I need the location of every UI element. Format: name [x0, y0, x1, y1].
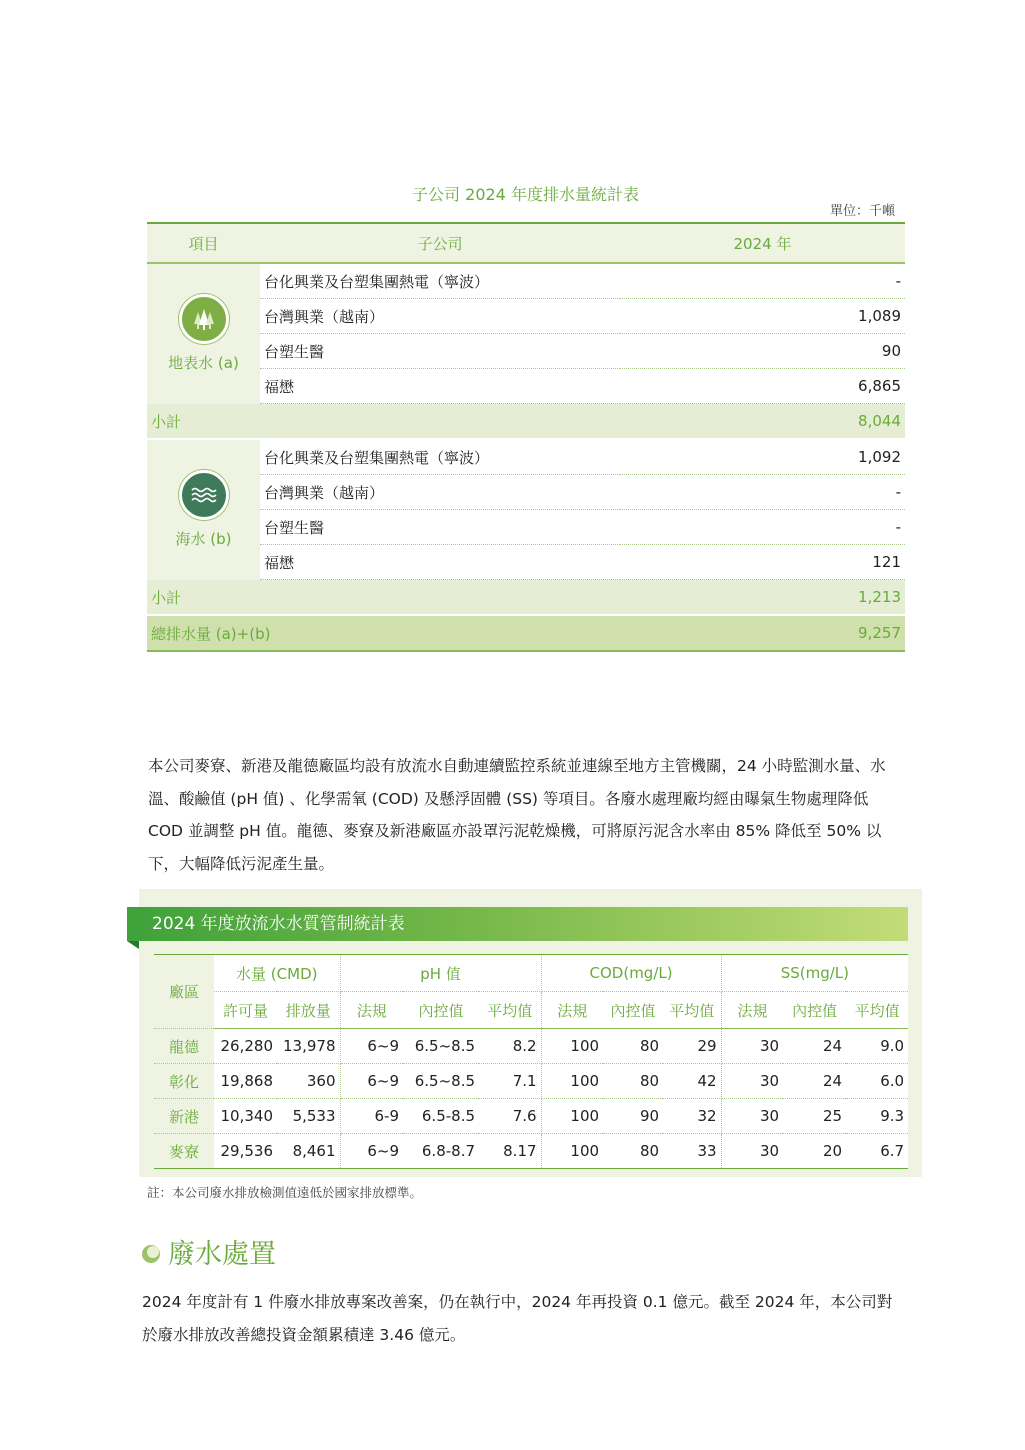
- site-name: 龍德: [154, 1029, 214, 1064]
- cell: 6.7: [846, 1134, 908, 1169]
- cell: 90: [603, 1099, 663, 1134]
- discharge-value: 90: [620, 334, 905, 369]
- discharge-value: -: [620, 263, 905, 299]
- monitoring-paragraph: 本公司麥寮、新港及龍德廠區均設有放流水自動連續監控系統並連線至地方主管機關，24 小時監測水量、水溫、酸鹼值 (pH 值) 、化學需氧 (COD) 及懸浮固體 (SS) 等項目。各廢水處理廠均經由曝氣生物處理降低 COD 並調整 pH 值。龍德、麥寮及新港廠區亦設罩污泥乾燥機，可將原污泥含水率由 85% 降低至 50% 以下，大幅降低污泥產生量。: [148, 757, 886, 873]
- total-value: 9,257: [620, 615, 905, 651]
- header-internal-limit: 內控值: [603, 992, 663, 1029]
- cell: 80: [603, 1029, 663, 1064]
- table-row: [154, 1029, 908, 1064]
- cell: 42: [663, 1064, 721, 1099]
- category-surface-water: [147, 263, 260, 404]
- cell: 6~9: [340, 1029, 403, 1064]
- subtotal-label: 小計: [147, 404, 620, 440]
- cell: 24: [783, 1064, 846, 1099]
- cell: 19,868: [214, 1064, 277, 1099]
- waves-icon: [179, 470, 229, 520]
- header-average: 平均值: [846, 992, 908, 1029]
- table2-sub-header-row: [154, 992, 908, 1029]
- cell: 6.5~8.5: [403, 1029, 479, 1064]
- cell: 9.3: [846, 1099, 908, 1134]
- table-row: [147, 263, 905, 299]
- cell: 100: [541, 1134, 603, 1169]
- forest-icon: [179, 294, 229, 344]
- green-dot-icon: [141, 1244, 161, 1264]
- subsidiary-name: 台塑生醫: [260, 510, 620, 545]
- header-site: 廠區: [154, 955, 214, 1029]
- total-row: [147, 615, 905, 651]
- subsidiary-name: 台化興業及台塑集團熱電（寧波）: [260, 263, 620, 299]
- subtotal-label: 小計: [147, 580, 620, 616]
- header-ph: pH 值: [340, 955, 541, 992]
- cell: 29: [663, 1029, 721, 1064]
- cell: 33: [663, 1134, 721, 1169]
- cell: 30: [721, 1134, 783, 1169]
- discharge-value: 1,092: [620, 439, 905, 475]
- cell: 6.0: [846, 1064, 908, 1099]
- cell: 360: [277, 1064, 340, 1099]
- subsidiary-name: 台灣興業（越南）: [260, 475, 620, 510]
- cell: 7.6: [479, 1099, 541, 1134]
- cell: 9.0: [846, 1029, 908, 1064]
- subtotal-value: 8,044: [620, 404, 905, 440]
- investment-paragraph: 2024 年度計有 1 件廢水排放專案改善案，仍在執行中，2024 年再投資 0.1 億元。截至 2024 年，本公司對於廢水排放改善總投資金額累積達 3.46 億元。: [142, 1293, 893, 1344]
- discharge-value: -: [620, 510, 905, 545]
- table-row: [147, 475, 905, 510]
- effluent-quality-table: [154, 954, 908, 1169]
- cell: 7.1: [479, 1064, 541, 1099]
- cell: 8,461: [277, 1134, 340, 1169]
- cell: 24: [783, 1029, 846, 1064]
- cell: 6.8-8.7: [403, 1134, 479, 1169]
- cell: 20: [783, 1134, 846, 1169]
- header-ss: SS(mg/L): [721, 955, 908, 992]
- table1-unit: 單位：千噸: [830, 204, 896, 219]
- table2-group-header-row: [154, 955, 908, 992]
- table-row: [147, 369, 905, 404]
- header-subsidiary: 子公司: [260, 223, 620, 263]
- cell: 26,280: [214, 1029, 277, 1064]
- header-year: 2024 年: [620, 223, 905, 263]
- subtotal-row: [147, 580, 905, 616]
- header-water-volume: 水量 (CMD): [214, 955, 340, 992]
- cell: 30: [721, 1064, 783, 1099]
- cell: 30: [721, 1099, 783, 1134]
- subsidiary-name: 台灣興業（越南）: [260, 299, 620, 334]
- header-permit: 許可量: [214, 992, 277, 1029]
- cell: 100: [541, 1029, 603, 1064]
- header-average: 平均值: [479, 992, 541, 1029]
- table-row: [154, 1099, 908, 1134]
- cell: 32: [663, 1099, 721, 1134]
- cell: 6~9: [340, 1064, 403, 1099]
- header-regulation: 法規: [721, 992, 783, 1029]
- category-label: 海水 (b): [175, 530, 232, 549]
- table-row: [147, 439, 905, 475]
- header-average: 平均值: [663, 992, 721, 1029]
- cell: 6.5~8.5: [403, 1064, 479, 1099]
- table2-title: 2024 年度放流水水質管制統計表: [152, 914, 405, 934]
- table1-header-row: [147, 223, 905, 263]
- cell: 25: [783, 1099, 846, 1134]
- site-name: 彰化: [154, 1064, 214, 1099]
- site-name: 新港: [154, 1099, 214, 1134]
- cell: 6.5-8.5: [403, 1099, 479, 1134]
- header-regulation: 法規: [340, 992, 403, 1029]
- subsidiary-name: 台化興業及台塑集團熱電（寧波）: [260, 439, 620, 475]
- cell: 8.2: [479, 1029, 541, 1064]
- discharge-value: 6,865: [620, 369, 905, 404]
- subtotal-row: [147, 404, 905, 440]
- header-cod: COD(mg/L): [541, 955, 721, 992]
- cell: 6~9: [340, 1134, 403, 1169]
- cell: 13,978: [277, 1029, 340, 1064]
- section-title: 廢水處置: [168, 1239, 276, 1270]
- header-regulation: 法規: [541, 992, 603, 1029]
- header-internal-limit: 內控值: [783, 992, 846, 1029]
- table-row: [154, 1064, 908, 1099]
- wastewater-volume-table: [147, 222, 905, 652]
- cell: 30: [721, 1029, 783, 1064]
- category-label: 地表水 (a): [168, 354, 239, 373]
- header-discharge: 排放量: [277, 992, 340, 1029]
- table-row: [147, 510, 905, 545]
- table2-footnote: 註：本公司廢水排放檢測值遠低於國家排放標準。: [147, 1185, 423, 1200]
- cell: 100: [541, 1064, 603, 1099]
- category-seawater: [147, 439, 260, 580]
- table-row: [147, 299, 905, 334]
- discharge-value: -: [620, 475, 905, 510]
- band-fold: [127, 941, 139, 949]
- header-internal-limit: 內控值: [403, 992, 479, 1029]
- table1-title: 子公司 2024 年度排水量統計表: [412, 185, 639, 204]
- table-row: [147, 334, 905, 369]
- site-name: 麥寮: [154, 1134, 214, 1169]
- cell: 6-9: [340, 1099, 403, 1134]
- cell: 80: [603, 1134, 663, 1169]
- subsidiary-name: 福懋: [260, 545, 620, 580]
- discharge-value: 1,089: [620, 299, 905, 334]
- cell: 29,536: [214, 1134, 277, 1169]
- cell: 8.17: [479, 1134, 541, 1169]
- subsidiary-name: 台塑生醫: [260, 334, 620, 369]
- table-row: [154, 1134, 908, 1169]
- header-item: 項目: [147, 223, 260, 263]
- table-row: [147, 545, 905, 580]
- table2-title-band: [127, 907, 908, 941]
- subsidiary-name: 福懋: [260, 369, 620, 404]
- cell: 10,340: [214, 1099, 277, 1134]
- discharge-value: 121: [620, 545, 905, 580]
- cell: 100: [541, 1099, 603, 1134]
- subtotal-value: 1,213: [620, 580, 905, 616]
- cell: 80: [603, 1064, 663, 1099]
- total-label: 總排水量 (a)+(b): [147, 615, 620, 651]
- cell: 5,533: [277, 1099, 340, 1134]
